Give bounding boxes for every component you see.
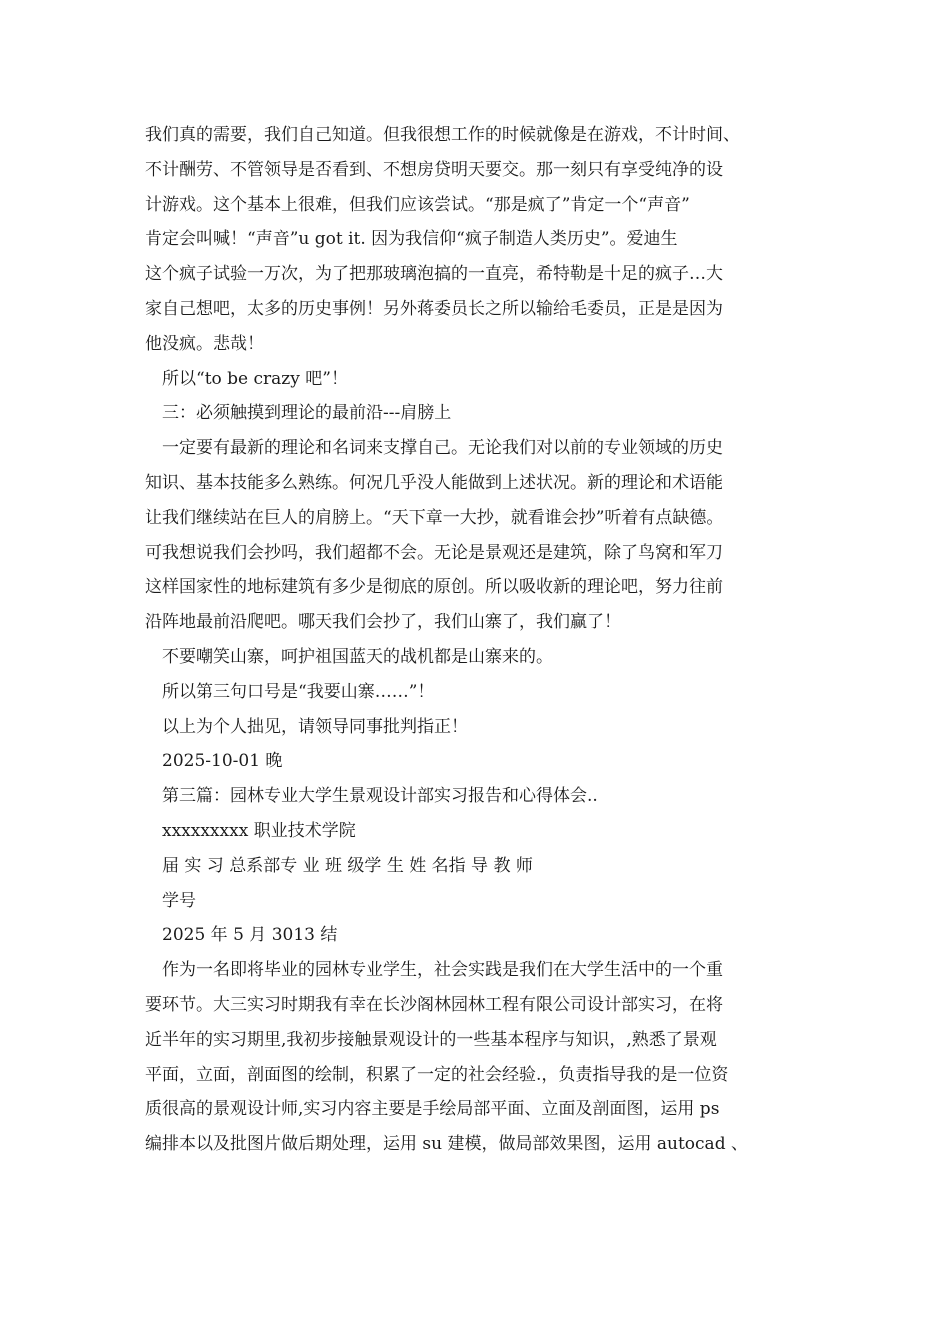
text-line: 这个疯子试验一万次，为了把那玻璃泡搞的一直亮，希特勒是十足的疯子…大 <box>145 264 723 285</box>
form-fields-line: 届 实 习 总系部专 业 班 级学 生 姓 名指 导 教 师 <box>162 855 533 876</box>
document-body <box>145 118 810 1162</box>
text-line: 肯定会叫喊！“声音”u got it. 因为我信仰“疯子制造人类历史”。爱迪生 <box>145 229 678 250</box>
section-heading: 三：必须触摸到理论的最前沿---肩膀上 <box>162 403 452 424</box>
date-line: 2025 年 5 月 3013 结 <box>162 925 338 946</box>
text-line: 平面，立面，剖面图的绘制，积累了一定的社会经验.，负责指导我的是一位资 <box>145 1064 729 1085</box>
text-line: 作为一名即将毕业的园林专业学生，社会实践是我们在大学生活中的一个重 <box>162 960 723 981</box>
text-line: 这样国家性的地标建筑有多少是彻底的原创。所以吸收新的理论吧，努力往前 <box>145 577 723 598</box>
text-line: 计游戏。这个基本上很难，但我们应该尝试。“那是疯了”肯定一个“声音” <box>145 194 690 215</box>
text-line: 不计酬劳、不管领导是否看到、不想房贷明天要交。那一刻只有享受纯净的设 <box>145 159 723 180</box>
school-name: xxxxxxxxx 职业技术学院 <box>162 820 356 841</box>
text-line: 编排本以及批图片做后期处理，运用 su 建模，做局部效果图，运用 autocad 、 <box>145 1134 748 1155</box>
text-line: 不要嘲笑山寨，呵护祖国蓝天的战机都是山寨来的。 <box>162 646 553 667</box>
student-id-label: 学号 <box>162 890 196 911</box>
text-line: 质很高的景观设计师,实习内容主要是手绘局部平面、立面及剖面图，运用 ps <box>145 1099 720 1120</box>
text-line: 我们真的需要，我们自己知道。但我很想工作的时候就像是在游戏，不计时间、 <box>145 125 740 145</box>
text-line: 近半年的实习期里,我初步接触景观设计的一些基本程序与知识，,熟悉了景观 <box>145 1029 717 1050</box>
text-line: 他没疯。悲哉！ <box>145 333 264 354</box>
article-title: 第三篇：园林专业大学生景观设计部实习报告和心得体会.. <box>162 786 598 807</box>
text-line: 可我想说我们会抄吗，我们超都不会。无论是景观还是建筑，除了鸟窝和军刀 <box>145 542 723 563</box>
text-line: 让我们继续站在巨人的肩膀上。“天下章一大抄，就看谁会抄”听着有点缺德。 <box>145 507 724 528</box>
text-line: 所以第三句口号是“我要山寨……”！ <box>162 681 435 702</box>
text-line: 沿阵地最前沿爬吧。哪天我们会抄了，我们山寨了，我们赢了！ <box>145 612 621 633</box>
date-line: 2025-10-01 晚 <box>162 751 283 772</box>
text-line: 家自己想吧，太多的历史事例！另外蒋委员长之所以输给毛委员，正是是因为 <box>145 298 723 319</box>
text-line: 一定要有最新的理论和名词来支撑自己。无论我们对以前的专业领域的历史 <box>162 438 723 459</box>
text-line: 以上为个人拙见，请领导同事批判指正！ <box>162 716 468 737</box>
text-line: 知识、基本技能多么熟练。何况几乎没人能做到上述状况。新的理论和术语能 <box>145 472 723 493</box>
text-line: 要环节。大三实习时期我有幸在长沙阁林园林工程有限公司设计部实习，在将 <box>145 994 723 1015</box>
text-line: 所以“to be crazy 吧”！ <box>162 368 348 389</box>
